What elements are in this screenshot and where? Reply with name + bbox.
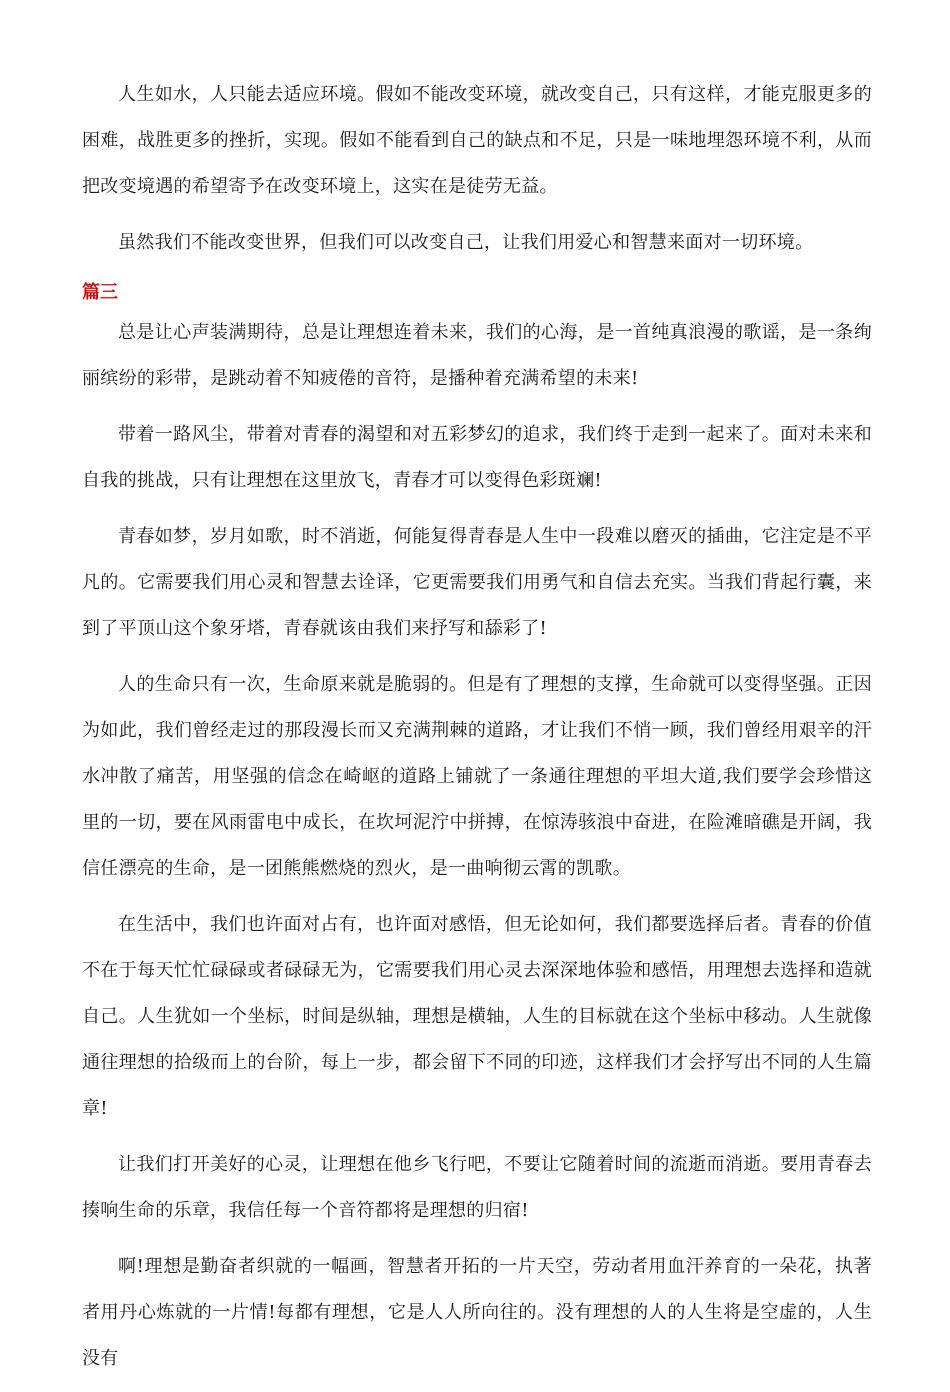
paragraph-together: 带着一路风尘，带着对青春的渴望和对五彩梦幻的追求，我们终于走到一起来了。面对未来和自我的挑战，只有让理想在这里放飞，青春才可以变得色彩斑斓! — [82, 424, 872, 491]
section-heading: 篇三 — [82, 282, 118, 303]
paragraph-open-heart: 让我们打开美好的心灵，让理想在他乡飞行吧，不要让它随着时间的流逝而消逝。要用青春去揍响生命的乐章，我信任每一个音符都将是理想的归宿! — [82, 1154, 872, 1221]
paragraph-ideal-is-painting: 啊!理想是勤奋者织就的一幅画，智慧者开拓的一片天空，劳动者用血汗养育的一朵花，执著者用丹心炼就的一片情!每都有理想，它是人人所向往的。没有理想的人的人生将是空虚的，人生没有 — [82, 1256, 872, 1369]
paragraph-adapt-to-environment: 人生如水，人只能去适应环境。假如不能改变环境，就改变自己，只有这样，才能克服更多的困难，战胜更多的挫折，实现。假如不能看到自己的缺点和不足，只是一味地埋怨环境不利，从而把改变境遇的希望寄予在改变环境上，这实在是徒劳无益。 — [82, 84, 872, 197]
document-page — [82, 72, 872, 1392]
paragraph-life-only-once: 人的生命只有一次，生命原来就是脆弱的。但是有了理想的支撑，生命就可以变得坚强。正因为如此，我们曾经走过的那段漫长而又充满荆棘的道路，才让我们不悄一顾，我们曾经用艰辛的汗水冲散了痛苦，用坚强的信念在崎岖的道路上铺就了一条通往理想的平坦大道,我们要学会珍惜这里的一切，要在风雨雷电中成长，在坎坷泥泞中拼搏，在惊涛骇浪中奋进，在险滩暗礁是开阔，我信任漂亮的生命，是一团熊熊燃烧的烈火，是一曲响彻云霄的凯歌。 — [82, 674, 872, 879]
paragraph-youth-like-dream: 青春如梦，岁月如歌，时不消逝，何能复得青春是人生中一段难以磨灭的插曲，它注定是不平凡的。它需要我们用心灵和智慧去诠译，它更需要我们用勇气和自信去充实。当我们背起行囊，来到了平顶山这个象牙塔，青春就该由我们来抒写和舔彩了! — [82, 526, 872, 639]
paragraph-in-life: 在生活中，我们也许面对占有，也许面对感悟，但无论如何，我们都要选择后者。青春的价值不在于每天忙忙碌碌或者碌碌无为，它需要我们用心灵去深深地体验和感悟，用理想去选择和造就自己。人生犹如一个坐标，时间是纵轴，理想是横轴，人生的目标就在这个坐标中移动。人生就像通往理想的拾级而上的台阶，每上一步，都会留下不同的印迹，这样我们才会抒写出不同的人生篇章! — [82, 914, 872, 1119]
paragraph-expectation: 总是让心声装满期待，总是让理想连着未来，我们的心海，是一首纯真浪漫的歌谣，是一条绚丽缤纷的彩带，是跳动着不知疲倦的音符，是播种着充满希望的未来! — [82, 322, 872, 389]
paragraph-change-yourself: 虽然我们不能改变世界，但我们可以改变自己，让我们用爱心和智慧来面对一切环境。 — [118, 232, 814, 253]
